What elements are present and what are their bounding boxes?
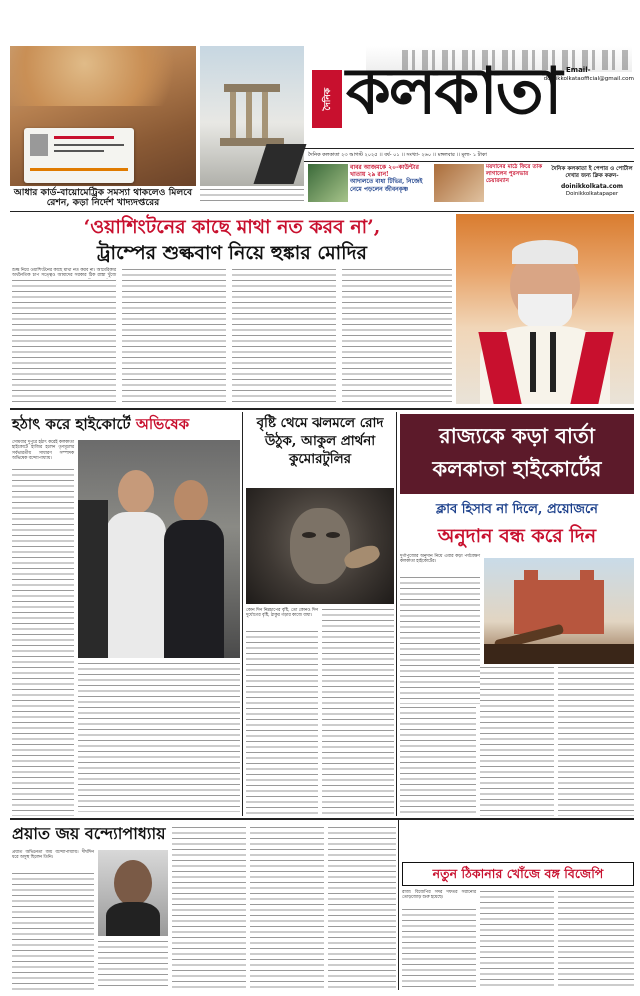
teaser-1[interactable]: বাবর আজমকে ২০-কাউন্টার খাতায় ২৯ রান! আদালতে বাধা টিভির, নিজেই নেমে পড়লেন জীবনকৃষ্ণ <box>350 164 423 193</box>
kumortuli-body: কোন দিন নিম্নচাপের বৃষ্টি, তো কোনও দিন দুর্যোগের বৃষ্টি, ঠাকুর গড়ার কাজে বাধা। <box>246 608 394 816</box>
masthead-prefix-badge: দৈনিক <box>312 70 342 128</box>
aadhaar-card <box>24 128 134 183</box>
obit-photo <box>98 850 168 936</box>
date-line: দৈনিক কলকাতা ২৩ আগস্ট ২০২৫ ।। বর্ষ- ০১ ।। সংখ্যা- ২৬০ ।। মঙ্গলবার ।। মূল্য- ১ টাকা <box>308 152 487 158</box>
aadhaar-photo <box>10 46 196 186</box>
epaper-link[interactable]: Doinikkolkatapaper <box>565 191 619 197</box>
hc-body-left: দুর্গাপুজোর অনুদান নিয়ে এবার কড়া পর্যবেক্ষণ কলকাতা হাইকোর্টের। <box>400 554 480 704</box>
bjp-body: রাজ্য বিজেপির সদর দফতর সরানোর তোড়জোড় শুরু হয়েছে। <box>402 890 634 990</box>
top-column-text <box>200 188 304 202</box>
abhishek-body-left: সোমবার দুপুরে হঠাৎ করেই কলকাতা হাইকোর্টে হাজির হলেন তৃণমূলের সর্বভারতীয় সাধারণ সম্পাদক অভিষেক বন্দ্যোপাধ্যায়। <box>12 440 74 816</box>
masthead-promo: দৈনিক কলকাতা ই পেপার ও পোর্টাল দেখার জন্য ক্লিক করুন- doinikkolkata.com Doinikkolkatapaper <box>551 166 633 197</box>
obit-body-left: প্রয়াত অভিনেতা জয় বন্দ্যোপাধ্যায়। দীর্ঘদিন ধরে অসুস্থ ছিলেন তিনি। <box>12 850 94 990</box>
masthead <box>306 46 632 144</box>
abhishek-photo <box>78 440 240 658</box>
obit-body-right-2 <box>250 826 324 990</box>
lead-headline[interactable]: ‘ওয়াশিংটনের কাছে মাথা নত করব না’, ট্রাম্পের শুল্কবাণ নিয়ে হুঙ্কার মোদির <box>83 216 381 264</box>
obit-body-mid <box>98 940 168 990</box>
teaser-2[interactable]: ময়দানের মাঠে ফিরে তাক লাগালেন পুরসভার চেয়ারম্যান <box>486 164 543 184</box>
abhishek-headline[interactable]: হঠাৎ করে হাইকোর্টে অভিষেক <box>12 415 190 433</box>
hc-subhead: ক্লাব হিসাব না দিলে, প্রয়োজনে <box>436 502 598 517</box>
email-label: Email- <box>566 66 591 74</box>
hc-headline-box[interactable]: রাজ্যকে কড়া বার্তা কলকাতা হাইকোর্টের <box>400 414 634 494</box>
lead-body: শুল্ক নিয়ে ওয়াশিংটনের কাছে মাথা নত করব না। আমেরিকার অর্থনৈতিক চাপ সত্ত্বেও আমাদের সরকার ঠিক রাস্তা খুঁজে <box>12 268 452 406</box>
bjp-headline-box[interactable]: নতুন ঠিকানার খোঁজে বঙ্গ বিজেপি <box>402 862 634 886</box>
obit-body-right-3 <box>328 826 396 990</box>
obit-body-right <box>172 826 246 990</box>
modi-photo <box>456 214 634 404</box>
email-link[interactable]: doinikkolkataofficial@gmail.com <box>543 76 634 82</box>
kumortuli-photo <box>246 488 394 604</box>
hc-headline-main: অনুদান বন্ধ করে দিন <box>437 525 597 547</box>
teaser-photo-2 <box>434 164 484 202</box>
kumortuli-headline[interactable]: বৃষ্টি থেমে ঝলমলে রোদ উঠুক, আকুল প্রার্থনা কুমোরটুলির <box>256 415 384 467</box>
hc-photo <box>484 558 634 664</box>
website-link[interactable]: doinikkolkata.com <box>561 183 623 190</box>
aadhaar-caption[interactable]: আধার কার্ড-বায়োমেট্রিক সমস্যা থাকলেও মিলবে রেশন, কড়া নির্দেশ খাদ্যদপ্তরের <box>13 187 193 208</box>
teaser-photo-1 <box>308 164 348 202</box>
obit-headline[interactable]: প্রয়াত জয় বন্দ্যোপাধ্যায় <box>12 824 166 843</box>
masthead-title: কলকাতা <box>346 55 561 129</box>
court-photo <box>200 46 304 186</box>
hc-body-columns <box>400 706 634 816</box>
abhishek-body-right <box>78 662 240 812</box>
